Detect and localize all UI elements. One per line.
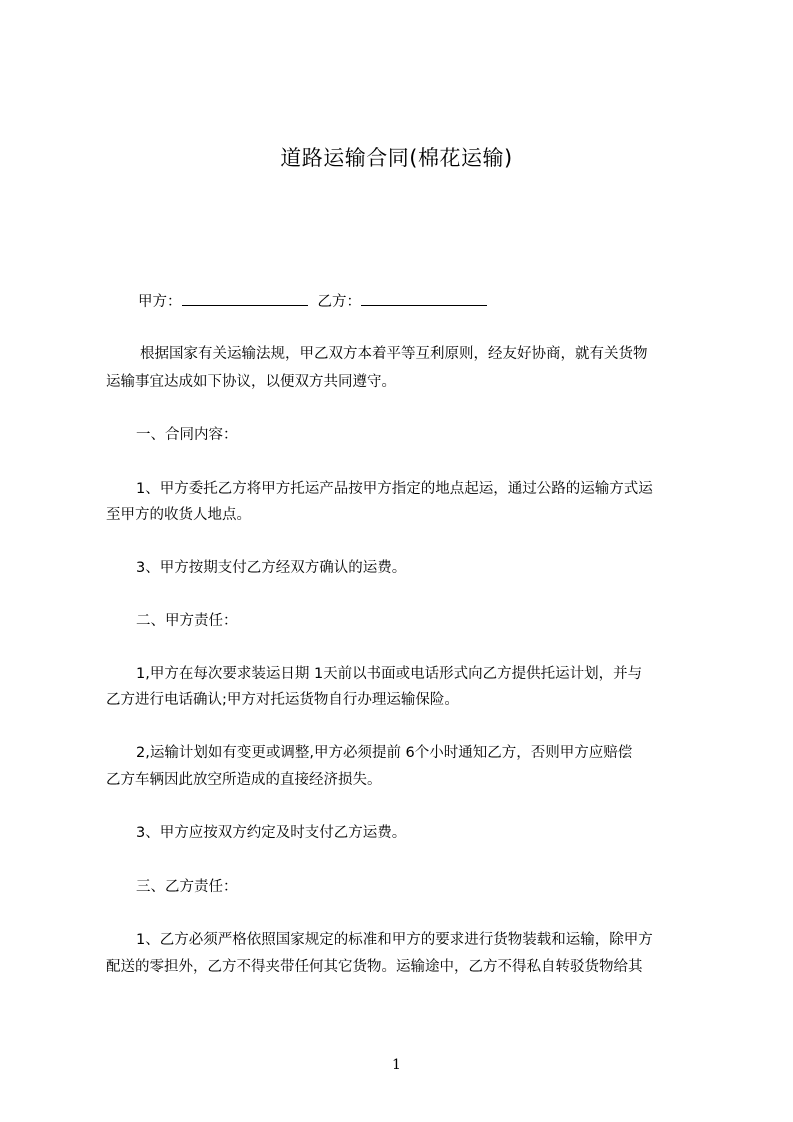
parties-line (138, 291, 487, 312)
section2-item2-line-1: 2,运输计划如有变更或调整,甲方必须提前 6个小时通知乙方，否则甲方应赔偿 (136, 745, 633, 761)
intro-line-2: 运输事宜达成如下协议，以便双方共同遵守。 (106, 374, 396, 390)
intro-line-1: 根据国家有关运输法规，甲乙双方本着平等互利原则，经友好协商，就有关货物 (140, 346, 648, 362)
section2-item3: 3、甲方应按双方约定及时支付乙方运费。 (136, 825, 407, 841)
section1-heading: 一、合同内容： (136, 427, 238, 443)
section1-item1-line-1: 1、甲方委托乙方将甲方托运产品按甲方指定的地点起运，通过公路的运输方式运 (136, 481, 653, 497)
page-number: 1 (392, 1057, 401, 1073)
section2-item1-line-2: 乙方进行电话确认;甲方对托运货物自行办理运输保险。 (106, 692, 459, 708)
document-title: 道路运输合同(棉花运输) (280, 146, 513, 170)
section3-heading: 三、乙方责任： (136, 879, 238, 895)
section1-item1-line-2: 至甲方的收货人地点。 (106, 507, 251, 523)
section2-heading: 二、甲方责任： (136, 613, 238, 629)
section2-item2-line-2: 乙方车辆因此放空所造成的直接经济损失。 (106, 772, 382, 788)
party-b-label: 乙方： (317, 294, 361, 310)
section1-item3: 3、甲方按期支付乙方经双方确认的运费。 (136, 560, 407, 576)
party-a-label: 甲方： (138, 294, 182, 310)
section3-item1-line-1: 1、乙方必须严格依照国家规定的标准和甲方的要求进行货物装载和运输，除甲方 (136, 932, 653, 948)
section2-item1-line-1: 1,甲方在每次要求装运日期 1天前以书面或电话形式向乙方提供托运计划，并与 (136, 666, 643, 682)
party-b-blank (361, 291, 487, 306)
section3-item1-line-2: 配送的零担外，乙方不得夹带任何其它货物。运输途中，乙方不得私自转驳货物给其 (106, 959, 643, 975)
party-a-blank (182, 291, 308, 306)
